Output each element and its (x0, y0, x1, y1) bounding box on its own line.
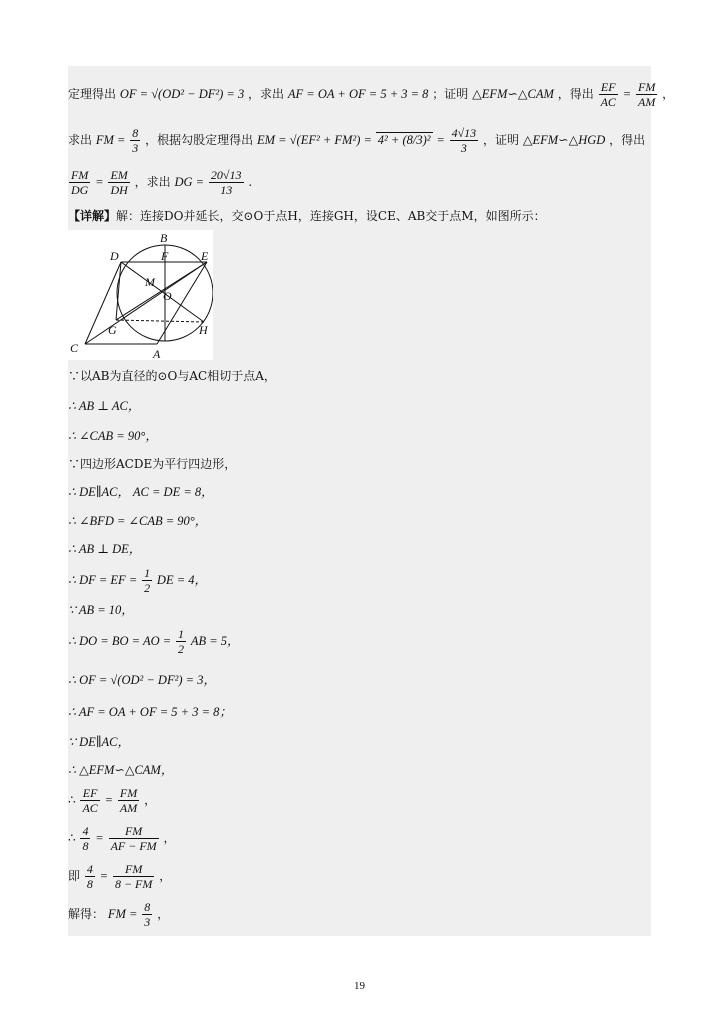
text: ，求出 (134, 175, 171, 189)
text: 求出 (68, 133, 93, 147)
label-f: F (161, 249, 169, 263)
fraction: $\frac{FM}{AM}$ (638, 80, 656, 109)
detail-heading: 【详解】 (68, 209, 117, 223)
formula: △EFM∽△HGD (522, 133, 606, 147)
step-12: ∴ AF = OA + OF = 5 + 3 = 8； (68, 705, 232, 719)
formula: △EFM∽△CAM (472, 87, 554, 101)
fraction: $\frac{4√13}{3}$ (451, 126, 477, 155)
label-b: B (160, 231, 168, 245)
text: ，得出 (557, 87, 594, 101)
step-10: ∴ DO = BO = AO = $\frac{1}{2}$ AB = 5， (68, 627, 240, 656)
label-c: C (70, 341, 79, 355)
text: ；证明 (432, 87, 469, 101)
step-3: ∴ ∠CAB = 90°， (68, 429, 158, 443)
text-line-2: 求出 FM = $\frac{8}{3}$ ，根据勾股定理得出 EM = √(EF² + FM²) = 4² + (8/3)² = $\frac{4√13}{3}$ ，证明 △EFM∽△HGD ，得出 (68, 126, 646, 155)
step-15: ∴ $\frac{EF}{AC}$ = $\frac{FM}{AM}$ ， (68, 786, 157, 815)
label-o: O (163, 289, 172, 303)
formula: FM = (95, 133, 126, 147)
label-g: G (108, 323, 117, 337)
fraction: $\frac{EF}{AC}$ (600, 80, 616, 109)
segment-gh (116, 320, 204, 322)
geometry-diagram (68, 230, 213, 360)
step-2: ∴ AB ⊥ AC， (68, 399, 141, 413)
fraction: $\frac{8}{3}$ (132, 126, 139, 155)
text-line-3: $\frac{FM}{DG}$ = $\frac{EM}{DH}$ ，求出 DG = $\frac{20√13}{13}$ . (71, 168, 253, 197)
step-18: 解得： FM = $\frac{8}{3}$ ， (68, 900, 170, 929)
formula: OF = √(OD² − DF²) = 3 (119, 87, 245, 101)
step-16: ∴ $\frac{4}{8}$ = $\frac{FM}{AF - FM}$ ， (68, 824, 176, 853)
label-a: A (153, 347, 161, 360)
step-6: ∴ ∠BFD = ∠CAB = 90°， (68, 514, 208, 528)
text: ，求出 (248, 87, 285, 101)
step-1: ∵以AB为直径的⊙O与AC相切于点A， (68, 369, 276, 383)
label-m: M (145, 275, 155, 289)
geometry-figure (68, 230, 213, 360)
label-h: H (199, 323, 208, 337)
formula: EM = √(EF² + FM²) = (256, 133, 372, 147)
step-8: ∴ DF = EF = $\frac{1}{2}$ DE = 4， (68, 566, 208, 595)
formula: DG = (174, 175, 205, 189)
step-17: 即 $\frac{4}{8}$ = $\frac{FM}{8 - FM}$ ， (68, 862, 172, 891)
step-14: ∴ △EFM∽△CAM， (68, 763, 174, 777)
fraction: $\frac{20√13}{13}$ (210, 168, 242, 197)
step-7: ∴ AB ⊥ DE， (68, 542, 142, 556)
step-9: ∵ AB = 10， (68, 603, 134, 617)
formula: AF = OA + OF = 5 + 3 = 8 (287, 87, 429, 101)
text: . (248, 175, 253, 189)
step-4: ∵四边形ACDE为平行四边形， (68, 457, 237, 471)
step-13: ∵ DE∥AC， (68, 735, 130, 749)
step-5: ∴ DE∥AC， AC = DE = 8， (68, 485, 214, 499)
fraction: $\frac{FM}{DG}$ (71, 168, 89, 197)
page-number: 19 (354, 980, 365, 992)
label-e: E (201, 249, 209, 263)
text: ，根据勾股定理得出 (145, 133, 254, 147)
step-11: ∴ OF = √(OD² − DF²) = 3， (68, 673, 216, 687)
segment-ge (116, 262, 207, 320)
fraction: $\frac{EM}{DH}$ (110, 168, 128, 197)
label-d: D (110, 249, 119, 263)
text: ，得出 (609, 133, 646, 147)
formula: 4² + (8/3)² (377, 133, 431, 147)
text: ，证明 (483, 133, 520, 147)
text-line-4 (68, 208, 546, 224)
text-line-1: 定理得出 OF = √(OD² − DF²) = 3 ，求出 AF = OA + OF = 5 + 3 = 8 ；证明 △EFM∽△CAM ，得出 $\frac{EF}{AC}$ = $\frac{FM}{AM}$ ， (68, 80, 675, 109)
text: 解：连接DO并延长，交⊙O于点H，连接GH，设CE、AB交于点M，如图所示： (116, 209, 546, 223)
solution-panel (68, 66, 675, 936)
text: 定理得出 (68, 87, 117, 101)
